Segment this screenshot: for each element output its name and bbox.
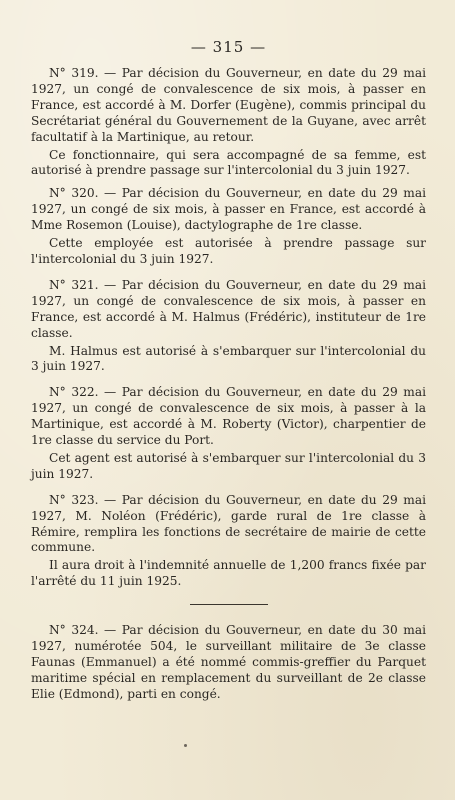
ink-speck — [184, 744, 187, 747]
page-number: — 315 — — [190, 38, 267, 56]
decision-323 — [31, 493, 426, 590]
spacer — [31, 483, 426, 493]
decision-319 — [31, 66, 426, 179]
spacer — [31, 375, 426, 385]
decision-322 — [31, 385, 426, 482]
spacer — [31, 268, 426, 278]
decision-paragraph: N° 321. — Par décision du Gouverneur, en date du 29 mai 1927, un congé de convalescence de six mois, à passer en France, est accordé à M. Halmus (Frédéric), instituteur de 1re classe. — [31, 277, 426, 340]
decision-paragraph: N° 319. — Par décision du Gouverneur, en date du 29 mai 1927, un congé de convalescence de six mois, à passer en France, est accordé à M. Dorfer (Eugène), commis principal du Secrétariat général du Gouvernement de la Guyane, avec arrêt facultatif à la Martinique, au retour. — [31, 66, 426, 144]
decision-paragraph: Cette employée est autorisée à prendre passage sur l'intercolonial du 3 juin 1927. — [31, 236, 426, 266]
decision-paragraph: Cet agent est autorisé à s'embarquer sur l'intercolonial du 3 juin 1927. — [31, 450, 426, 481]
decision-320 — [31, 186, 426, 268]
decision-321 — [31, 278, 426, 375]
section-divider — [190, 604, 268, 605]
decision-paragraph: M. Halmus est autorisé à s'embarquer sur l'intercolonial du 3 juin 1927. — [31, 343, 426, 374]
decision-paragraph: Il aura droit à l'indemnité annuelle de 1,200 francs fixée par l'arrêté du 11 juin 1925. — [31, 558, 426, 589]
decision-paragraph: N° 323. — Par décision du Gouverneur, en date du 29 mai 1927, M. Noléon (Frédéric), garde rural de 1re classe à Rémire, remplira les fonctions de secrétaire de mairie de cette commune. — [31, 492, 426, 555]
decision-paragraph: Ce fonctionnaire, qui sera accompagné de sa femme, est autorisé à prendre passage sur l'intercolonial du 3 juin 1927. — [31, 147, 426, 178]
decision-paragraph: N° 322. — Par décision du Gouverneur, en date du 29 mai 1927, un congé de convalescence de six mois, à passer à la Martinique, est accordé à M. Roberty (Victor), charpentier de 1re classe du service du Port. — [31, 385, 426, 448]
spacer — [31, 179, 426, 186]
decision-paragraph: N° 320. — Par décision du Gouverneur, en date du 29 mai 1927, un congé de six mois, à passer en France, est accordé à Mme Rosemon (Louise), dactylographe de 1re classe. — [31, 186, 426, 233]
decision-324 — [31, 623, 426, 703]
decision-paragraph: N° 324. — Par décision du Gouverneur, en date du 30 mai 1927, numérotée 504, le surveillant militaire de 3e classe Faunas (Emmanuel) a été nommé commis-greffier du Parquet maritime spécial en remplacement du surveillant de 2e classe Elie (Edmond), parti en congé. — [31, 623, 426, 701]
